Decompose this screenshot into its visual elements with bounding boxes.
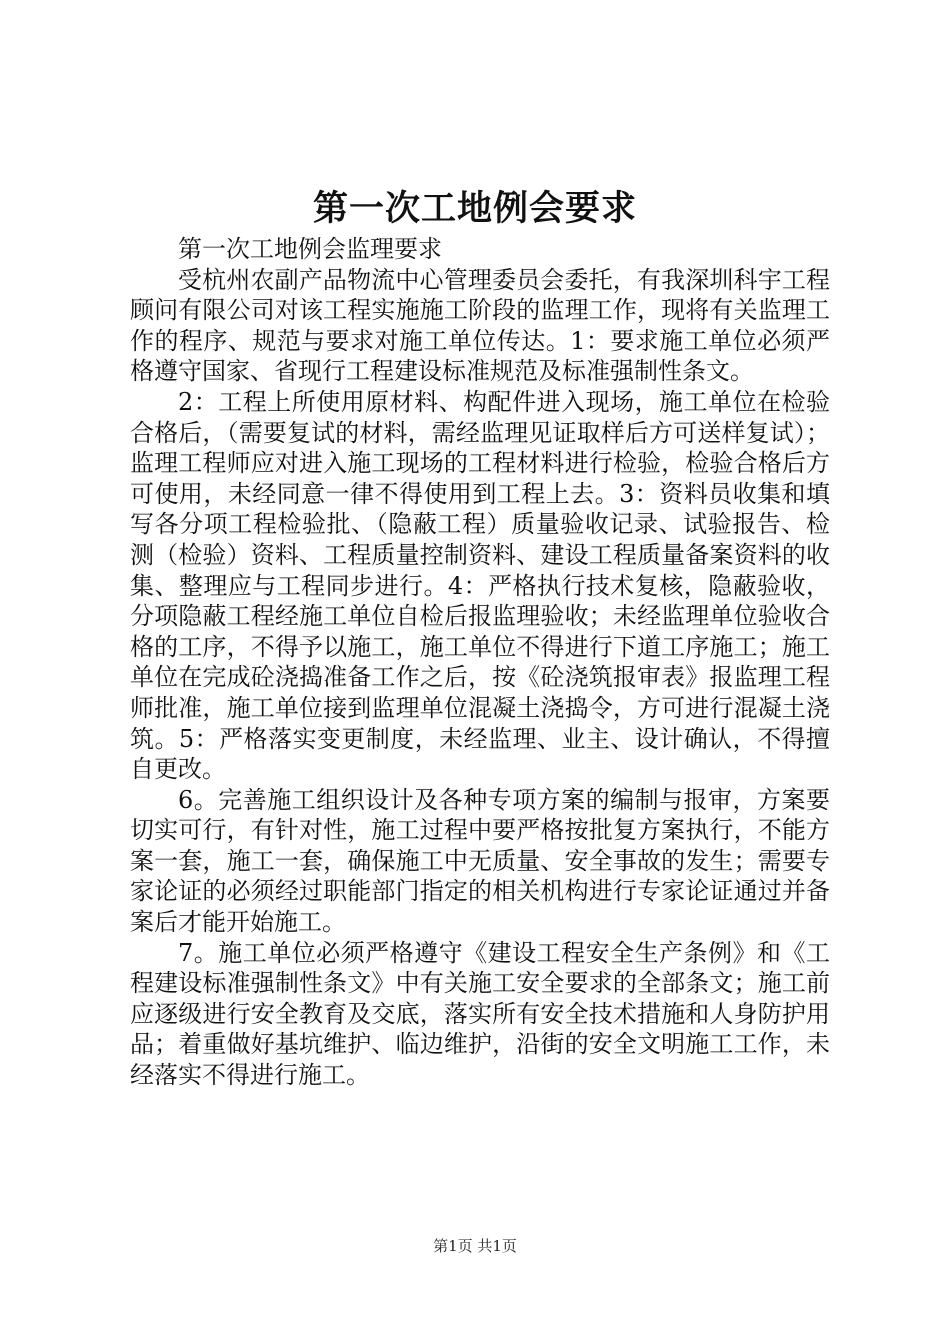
paragraph-2-to-5: 2：工程上所使用原材料、构配件进入现场，施工单位在检验合格后，（需要复试的材料，需经监理见证取样后方可送样复试）；监理工程师应对进入施工现场的工程材料进行检验，检验合格后方可使用，未经同意一律不得使用到工程上去。3：资料员收集和填写各分项工程检验批、（隐蔽工程）质量验收记录、试验报告、检测（检验）资料、工程质量控制资料、建设工程质量备案资料的收集、整理应与工程同步进行。4：严格执行技术复核，隐蔽验收，分项隐蔽工程经施工单位自检后报监理验收；未经监理单位验收合格的工序，不得予以施工，施工单位不得进行下道工序施工；施工单位在完成砼浇捣准备工作之后，按《砼浇筑报审表》报监理工程师批准，施工单位接到监理单位混凝土浇捣令，方可进行混凝土浇筑。5：严格落实变更制度，未经监理、业主、设计确认，不得擅自更改。 [130,387,830,784]
document-body [130,234,830,1091]
paragraph-7: 7。施工单位必须严格遵守《建设工程安全生产条例》和《工程建设标准强制性条文》中有关施工安全要求的全部条文；施工前应逐级进行安全教育及交底，落实所有安全技术措施和人身防护用品；着重做好基坑维护、临边维护，沿街的安全文明施工工作，未经落实不得进行施工。 [130,938,830,1090]
paragraph-intro: 受杭州农副产品物流中心管理委员会委托，有我深圳科宇工程顾问有限公司对该工程实施施工阶段的监理工作，现将有关监理工作的程序、规范与要求对施工单位传达。1：要求施工单位必须严格遵守国家、省现行工程建设标准规范及标准强制性条文。 [130,265,830,386]
paragraph-6: 6。完善施工组织设计及各种专项方案的编制与报审，方案要切实可行，有针对性，施工过程中要严格按批复方案执行，不能方案一套，施工一套，确保施工中无质量、安全事故的发生；需要专家论证的必须经过职能部门指定的相关机构进行专家论证通过并备案后才能开始施工。 [130,785,830,937]
page-number-footer: 第1页 共1页 [433,1237,517,1255]
document-subtitle: 第一次工地例会监理要求 [178,235,442,263]
document-title: 第一次工地例会要求 [312,188,637,229]
